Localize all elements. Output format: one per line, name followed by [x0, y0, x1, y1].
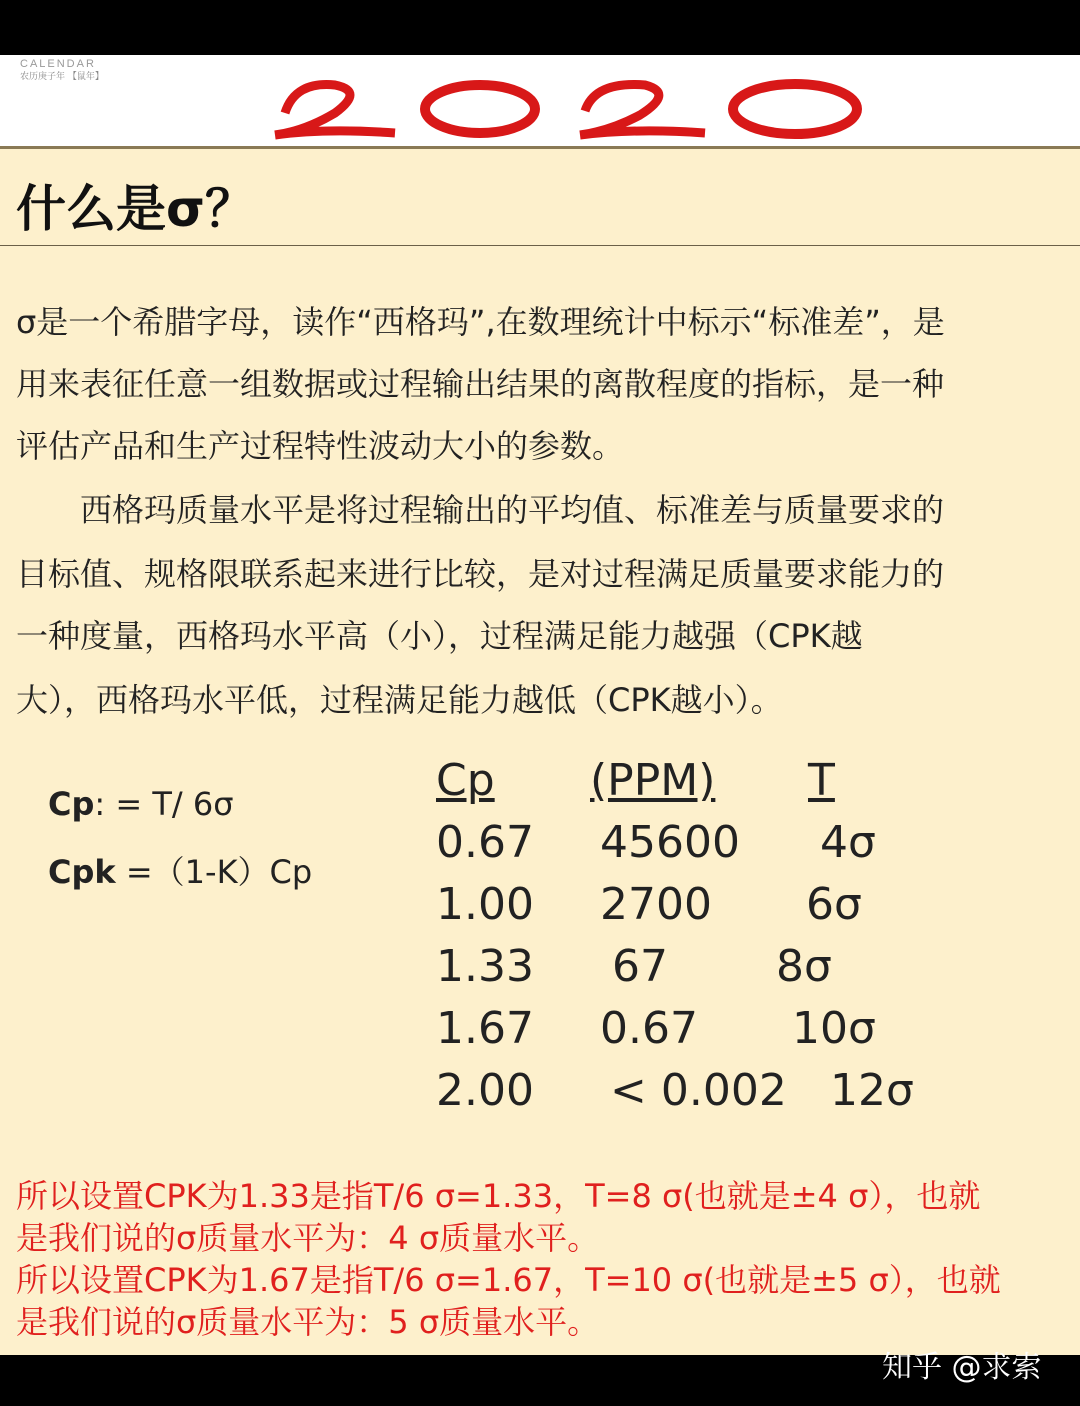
calendar-label: CALENDAR	[20, 58, 96, 70]
cell-ppm: 2700	[600, 879, 712, 930]
paragraph-line: σ是一个希腊字母，读作“西格玛”,在数理统计中标示“标准差”，是	[16, 303, 945, 341]
cpk-formula	[48, 847, 312, 893]
formula-expression: : = T/ 6σ	[94, 785, 234, 823]
cell-cp: 2.00	[436, 1065, 534, 1116]
cell-ppm: < 0.002	[610, 1065, 787, 1116]
note-line: 所以设置CPK为1.33是指T/6 σ=1.33，T=8 σ(也就是±4 σ），也就	[16, 1177, 981, 1215]
header-ppm: (PPM)	[590, 755, 716, 806]
cell-ppm: 0.67	[600, 1003, 698, 1054]
header-t: T	[808, 755, 835, 806]
paragraph-line: 西格玛质量水平是将过程输出的平均值、标准差与质量要求的	[48, 491, 945, 529]
calendar-cn-label: 农历庚子年 【鼠年】	[20, 72, 104, 82]
page-title: 什么是σ？	[16, 180, 255, 238]
cp-formula	[48, 785, 233, 823]
cell-cp: 1.00	[436, 879, 534, 930]
note-line: 是我们说的σ质量水平为：5 σ质量水平。	[16, 1303, 600, 1341]
note-line: 所以设置CPK为1.67是指T/6 σ=1.67，T=10 σ(也就是±5 σ），也就	[16, 1261, 1001, 1299]
cell-t: 10σ	[792, 1003, 876, 1054]
cell-ppm: 67	[612, 941, 668, 992]
cell-ppm: 45600	[600, 817, 740, 868]
conclusion-notes	[16, 1175, 1001, 1343]
cell-t: 12σ	[830, 1065, 914, 1116]
header-cp: Cp	[436, 755, 495, 806]
note-line: 是我们说的σ质量水平为：4 σ质量水平。	[16, 1219, 600, 1257]
cell-cp: 0.67	[436, 817, 534, 868]
title-divider	[0, 245, 1080, 246]
paragraph-line: 一种度量，西格玛水平高（小），过程满足能力越强（CPK越	[16, 617, 863, 655]
cell-cp: 1.67	[436, 1003, 534, 1054]
formula-term: Cpk	[48, 853, 116, 891]
zhihu-watermark: 知乎 @求索	[882, 1350, 1042, 1385]
paragraph-line: 评估产品和生产过程特性波动大小的参数。	[16, 427, 625, 465]
paragraph-line: 大），西格玛水平低，过程满足能力越低（CPK越小）。	[16, 681, 783, 719]
cell-t: 4σ	[820, 817, 876, 868]
year-2020-logo	[265, 73, 865, 143]
paragraph-line: 目标值、规格限联系起来进行比较，是对过程满足质量要求能力的	[16, 555, 945, 593]
formula-term: Cp	[48, 785, 95, 823]
cell-t: 8σ	[776, 941, 832, 992]
formula-expression: =（1-K）Cp	[115, 853, 313, 891]
cell-cp: 1.33	[436, 941, 534, 992]
calendar-banner	[0, 55, 1080, 146]
article-page	[0, 146, 1080, 1355]
paragraph-line: 用来表征任意一组数据或过程输出结果的离散程度的指标，是一种	[16, 365, 945, 403]
cell-t: 6σ	[806, 879, 862, 930]
